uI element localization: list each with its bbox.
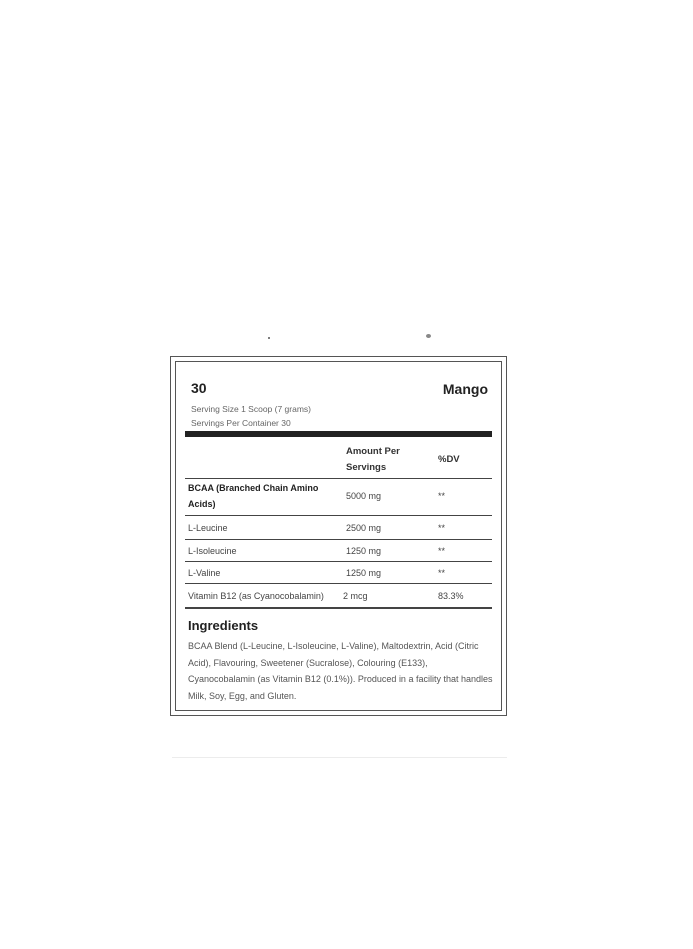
nutrient-dv: **: [438, 546, 446, 556]
nutrient-name: L-Leucine: [188, 523, 228, 533]
stray-mark: [426, 334, 431, 338]
servings-per-container: Servings Per Container 30: [191, 418, 291, 428]
column-header-dv: %DV: [438, 454, 460, 465]
nutrient-amount: 2 mcg: [343, 591, 368, 601]
servings-count: 30: [191, 380, 207, 396]
ingredients-heading: Ingredients: [188, 618, 259, 633]
nutrient-name: L-Isoleucine: [188, 546, 237, 556]
header-divider: [185, 431, 492, 437]
row-divider: [185, 515, 492, 516]
nutrient-name: BCAA (Branched Chain Amino Acids): [188, 483, 319, 509]
row-divider: [185, 607, 492, 609]
flavor-name: Mango: [442, 381, 488, 397]
nutrient-dv: **: [438, 523, 446, 533]
nutrient-name: Vitamin B12 (as Cyanocobalamin): [188, 591, 324, 601]
column-header-amount: Amount Per Servings: [346, 446, 400, 473]
ingredients-text: BCAA Blend (L-Leucine, L-Isoleucine, L-Valine), Maltodextrin, Acid (Citric Acid), Flavouring, Sweetener (Sucralose), Colouring (E133), Cyanocobalamin (as Vitamin B12 (0.1%)). Produced in a facility that handles Milk, Soy, Egg, and Gluten.: [188, 641, 493, 701]
nutrient-amount: 5000 mg: [346, 491, 382, 501]
label-inner-border: [175, 361, 502, 711]
serving-size: Serving Size 1 Scoop (7 grams): [191, 404, 311, 414]
nutrient-amount: 1250 mg: [346, 546, 382, 556]
row-divider: [185, 539, 492, 540]
row-divider: [185, 583, 492, 584]
nutrient-dv: **: [438, 491, 446, 501]
nutrient-dv: **: [438, 568, 446, 578]
page-divider: [172, 757, 507, 758]
nutrient-name: L-Valine: [188, 568, 221, 578]
stray-mark: [268, 337, 270, 339]
nutrient-amount: 2500 mg: [346, 523, 382, 533]
row-divider: [185, 561, 492, 562]
nutrient-amount: 1250 mg: [346, 568, 382, 578]
supplement-facts-label: [170, 356, 507, 716]
nutrient-dv: 83.3%: [438, 591, 464, 601]
row-divider: [185, 478, 492, 479]
